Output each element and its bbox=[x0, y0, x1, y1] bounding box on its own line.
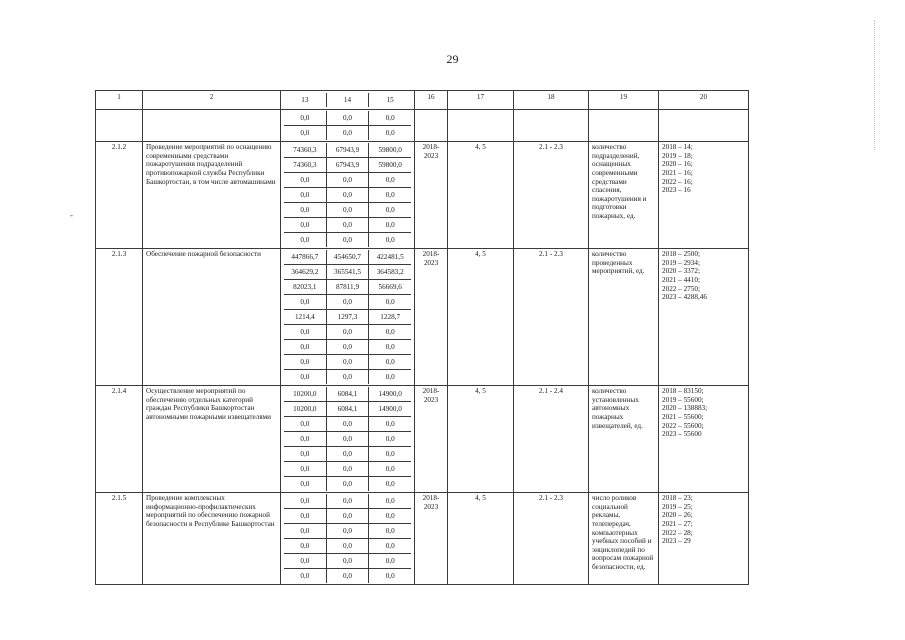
target-values-cell bbox=[659, 249, 749, 386]
financing-value: 0,0 bbox=[284, 524, 327, 538]
target-value: 2020 – 138883; bbox=[662, 404, 708, 413]
code-cell: 2.1.5 bbox=[96, 493, 143, 585]
financing-value: 0,0 bbox=[327, 355, 370, 369]
financing-value: 0,0 bbox=[327, 477, 370, 491]
table-row bbox=[96, 249, 850, 386]
header-cell-17: 17 bbox=[448, 91, 514, 110]
continuation-row bbox=[96, 110, 850, 142]
financing-value: 0,0 bbox=[385, 343, 395, 351]
financing-value: 0,0 bbox=[284, 370, 327, 384]
financing-value: 0,0 bbox=[385, 236, 395, 244]
col18-cell: 2.1 - 2.3 bbox=[514, 249, 589, 386]
financing-value: 0,0 bbox=[284, 494, 327, 508]
empty-cell bbox=[589, 110, 659, 142]
financing-value: 67943,9 bbox=[327, 143, 370, 157]
financing-row bbox=[284, 173, 411, 188]
indicator-cell: количество проведенных мероприятий, ед. bbox=[589, 249, 659, 386]
financing-value: 0,0 bbox=[385, 557, 395, 565]
financing-row bbox=[284, 143, 411, 158]
target-value: 2022 – 28; bbox=[662, 528, 693, 537]
financing-row bbox=[284, 432, 411, 447]
financing-value: 74360,3 bbox=[284, 143, 327, 157]
indicator-cell: количество подразделений, оснащенных современными средствами спасения, пожаротушения и подготовки пожарных, ед. bbox=[589, 142, 659, 249]
financing-row bbox=[284, 218, 411, 233]
financing-row bbox=[284, 370, 411, 384]
financing-row bbox=[284, 417, 411, 432]
financing-value: 67943,9 bbox=[327, 158, 370, 172]
target-value: 2018 – 14; bbox=[662, 143, 693, 151]
target-value: 2023 – 16 bbox=[662, 186, 691, 195]
col17-cell: 4, 5 bbox=[448, 249, 514, 386]
target-value: 2022 – 55600; bbox=[662, 421, 704, 430]
financing-row bbox=[284, 387, 411, 402]
financing-value: 0,0 bbox=[327, 432, 370, 446]
financing-row bbox=[284, 569, 411, 583]
financing-value: 10200,0 bbox=[284, 402, 327, 416]
name-cell: Проведение комплексных информационно-профилактических мероприятий по обеспечению пожарной безопасности в Республике Башкортостан bbox=[143, 493, 281, 585]
target-value: 2023 – 55600 bbox=[662, 430, 702, 439]
financing-value: 0,0 bbox=[385, 542, 395, 550]
header-cell-2: 2 bbox=[143, 91, 281, 110]
financing-row bbox=[284, 509, 411, 524]
financing-value: 0,0 bbox=[284, 509, 327, 523]
financing-row bbox=[284, 524, 411, 539]
financing-value: 0,0 bbox=[385, 527, 395, 535]
financing-row bbox=[284, 158, 411, 173]
target-values-cell bbox=[659, 386, 749, 493]
financing-value: 0,0 bbox=[385, 221, 395, 229]
financing-value: 1214,4 bbox=[284, 310, 327, 324]
financing-row bbox=[284, 494, 411, 509]
financing-row bbox=[284, 340, 411, 355]
header-row bbox=[96, 91, 850, 110]
target-value: 2018 – 23; bbox=[662, 494, 693, 502]
financing-row bbox=[284, 447, 411, 462]
financing-value: 87811,9 bbox=[327, 280, 370, 294]
financing-value: 0,0 bbox=[385, 572, 395, 580]
col18-cell: 2.1 - 2.3 bbox=[514, 142, 589, 249]
financing-value: 0,0 bbox=[327, 539, 370, 553]
financing-value: 0,0 bbox=[284, 111, 327, 125]
financing-value: 0,0 bbox=[385, 358, 395, 366]
financing-value: 1228,7 bbox=[380, 313, 401, 321]
empty-cell bbox=[659, 110, 749, 142]
financing-value: 447866,7 bbox=[284, 250, 327, 264]
table-row bbox=[96, 142, 850, 249]
financing-value: 56669,6 bbox=[378, 283, 402, 291]
table-row bbox=[96, 386, 850, 493]
financing-row bbox=[284, 233, 411, 247]
financing-value: 14900,0 bbox=[378, 390, 402, 398]
col17-cell: 4, 5 bbox=[448, 142, 514, 249]
target-value: 2023 – 29 bbox=[662, 537, 691, 546]
header-cell-14: 14 bbox=[327, 93, 370, 107]
financing-value: 0,0 bbox=[327, 494, 370, 508]
header-cell-19: 19 bbox=[589, 91, 659, 110]
financing-cell bbox=[281, 110, 415, 142]
financing-value: 59800,0 bbox=[378, 161, 402, 169]
financing-value: 0,0 bbox=[385, 435, 395, 443]
financing-value: 0,0 bbox=[327, 111, 370, 125]
financing-value: 0,0 bbox=[284, 432, 327, 446]
financing-value: 0,0 bbox=[284, 233, 327, 247]
target-value: 2021 – 16; bbox=[662, 168, 693, 177]
empty-cell bbox=[514, 110, 589, 142]
financing-row bbox=[284, 402, 411, 417]
header-cell-13: 13 bbox=[284, 93, 327, 107]
financing-value: 14900,0 bbox=[378, 405, 402, 413]
financing-value: 0,0 bbox=[385, 328, 395, 336]
empty-cell bbox=[448, 110, 514, 142]
financing-value: 0,0 bbox=[284, 477, 327, 491]
financing-value: 0,0 bbox=[327, 447, 370, 461]
financing-grid bbox=[284, 143, 411, 247]
code-cell: 2.1.4 bbox=[96, 386, 143, 493]
financing-value: 0,0 bbox=[284, 462, 327, 476]
financing-value: 0,0 bbox=[284, 355, 327, 369]
financing-row bbox=[284, 126, 411, 140]
financing-row bbox=[284, 310, 411, 325]
financing-value: 0,0 bbox=[385, 176, 395, 184]
name-cell: Осуществление мероприятий по обеспечению отдельных категорий граждан Республики Башкортостан автономными пожарными извещателями bbox=[143, 386, 281, 493]
target-value: 2019 – 55600; bbox=[662, 395, 704, 404]
financing-value: 0,0 bbox=[327, 188, 370, 202]
financing-value: 0,0 bbox=[327, 509, 370, 523]
header-cell-13-15 bbox=[281, 91, 415, 110]
financing-value: 6084,1 bbox=[327, 387, 370, 401]
financing-row bbox=[284, 265, 411, 280]
target-values-cell bbox=[659, 142, 749, 249]
financing-value: 0,0 bbox=[327, 203, 370, 217]
financing-value: 0,0 bbox=[284, 447, 327, 461]
target-value: 2020 – 26; bbox=[662, 511, 693, 520]
col17-cell: 4, 5 bbox=[448, 493, 514, 585]
financing-value: 0,0 bbox=[385, 114, 395, 122]
financing-value: 0,0 bbox=[327, 340, 370, 354]
name-cell bbox=[143, 110, 281, 142]
financing-value: 0,0 bbox=[327, 295, 370, 309]
col18-cell: 2.1 - 2.3 bbox=[514, 493, 589, 585]
financing-value: 0,0 bbox=[284, 173, 327, 187]
name-cell: Обеспечение пожарной безопасности bbox=[143, 249, 281, 386]
financing-value: 0,0 bbox=[284, 340, 327, 354]
financing-value: 0,0 bbox=[327, 462, 370, 476]
financing-value: 0,0 bbox=[284, 203, 327, 217]
financing-value: 365541,5 bbox=[327, 265, 370, 279]
financing-cell bbox=[281, 493, 415, 585]
code-cell bbox=[96, 110, 143, 142]
financing-grid bbox=[284, 250, 411, 384]
program-table bbox=[95, 90, 850, 585]
financing-grid bbox=[284, 111, 411, 140]
financing-row bbox=[284, 280, 411, 295]
target-value: 2022 – 2750; bbox=[662, 284, 700, 293]
financing-cell bbox=[281, 142, 415, 249]
financing-value: 0,0 bbox=[385, 450, 395, 458]
scan-margin-mark bbox=[874, 20, 877, 150]
financing-row bbox=[284, 188, 411, 203]
financing-value: 0,0 bbox=[385, 480, 395, 488]
financing-cell bbox=[281, 249, 415, 386]
financing-value: 0,0 bbox=[284, 325, 327, 339]
period-cell: 2018-2023 bbox=[415, 142, 448, 249]
financing-value: 0,0 bbox=[327, 173, 370, 187]
target-value: 2018 – 2500; bbox=[662, 250, 700, 258]
financing-row bbox=[284, 325, 411, 340]
financing-value: 0,0 bbox=[284, 295, 327, 309]
financing-row bbox=[284, 554, 411, 569]
financing-grid bbox=[284, 387, 411, 491]
target-values-cell bbox=[659, 493, 749, 585]
indicator-cell: число роликов социальной рекламы, телепередач, компьютерных учебных пособий и энциклопедий по вопросам пожарной безопасности, ед. bbox=[589, 493, 659, 585]
financing-value: 0,0 bbox=[385, 373, 395, 381]
financing-value: 0,0 bbox=[284, 539, 327, 553]
financing-value: 0,0 bbox=[327, 218, 370, 232]
financing-value: 0,0 bbox=[385, 129, 395, 137]
target-value: 2019 – 18; bbox=[662, 151, 693, 160]
financing-value: 74360,3 bbox=[284, 158, 327, 172]
code-cell: 2.1.3 bbox=[96, 249, 143, 386]
header-cell-1: 1 bbox=[96, 91, 143, 110]
financing-value: 10200,0 bbox=[284, 387, 327, 401]
col17-cell: 4, 5 bbox=[448, 386, 514, 493]
target-value: 2022 – 16; bbox=[662, 177, 693, 186]
financing-value: 364583,2 bbox=[376, 268, 404, 276]
financing-value: 0,0 bbox=[385, 420, 395, 428]
financing-value: 0,0 bbox=[327, 554, 370, 568]
financing-value: 0,0 bbox=[385, 191, 395, 199]
financing-value: 0,0 bbox=[385, 206, 395, 214]
table-row bbox=[96, 493, 850, 585]
target-value: 2021 – 27; bbox=[662, 519, 693, 528]
financing-row bbox=[284, 111, 411, 126]
period-cell: 2018-2023 bbox=[415, 249, 448, 386]
target-value: 2019 – 2934; bbox=[662, 258, 700, 267]
header-cell-18: 18 bbox=[514, 91, 589, 110]
header-cell-20: 20 bbox=[659, 91, 749, 110]
financing-value: 0,0 bbox=[327, 524, 370, 538]
indicator-cell: количество установленных автономных пожарных извещателей, ед. bbox=[589, 386, 659, 493]
table-body bbox=[96, 91, 850, 585]
period-cell: 2018-2023 bbox=[415, 386, 448, 493]
financing-value: 0,0 bbox=[284, 188, 327, 202]
financing-value: 59800,0 bbox=[378, 146, 402, 154]
financing-value: 0,0 bbox=[385, 465, 395, 473]
financing-value: 0,0 bbox=[284, 218, 327, 232]
financing-row bbox=[284, 477, 411, 491]
financing-value: 0,0 bbox=[284, 569, 327, 583]
financing-row bbox=[284, 295, 411, 310]
target-value: 2019 – 25; bbox=[662, 502, 693, 511]
financing-value: 0,0 bbox=[284, 554, 327, 568]
financing-value: 82023,1 bbox=[284, 280, 327, 294]
financing-value: 0,0 bbox=[327, 126, 370, 140]
header-cell-15: 15 bbox=[386, 96, 394, 104]
financing-value: 0,0 bbox=[385, 298, 395, 306]
financing-value: 1297,3 bbox=[327, 310, 370, 324]
financing-value: 422481,5 bbox=[376, 253, 404, 261]
period-cell: 2018-2023 bbox=[415, 493, 448, 585]
financing-value: 0,0 bbox=[385, 497, 395, 505]
financing-cell bbox=[281, 386, 415, 493]
code-cell: 2.1.2 bbox=[96, 142, 143, 249]
financing-value: 0,0 bbox=[284, 417, 327, 431]
financing-value: 0,0 bbox=[327, 325, 370, 339]
header-cell-16: 16 bbox=[415, 91, 448, 110]
financing-row bbox=[284, 203, 411, 218]
target-value: 2021 – 4410; bbox=[662, 275, 700, 284]
page-number: 29 bbox=[446, 52, 459, 66]
target-value: 2023 – 4288,46 bbox=[662, 293, 707, 302]
financing-value: 0,0 bbox=[284, 126, 327, 140]
financing-value: 0,0 bbox=[385, 512, 395, 520]
empty-cell bbox=[415, 110, 448, 142]
financing-row bbox=[284, 462, 411, 477]
financing-value: 0,0 bbox=[327, 417, 370, 431]
financing-row bbox=[284, 539, 411, 554]
financing-grid bbox=[284, 494, 411, 583]
financing-value: 0,0 bbox=[327, 370, 370, 384]
financing-value: 454650,7 bbox=[327, 250, 370, 264]
target-value: 2018 – 83150; bbox=[662, 387, 704, 395]
target-value: 2020 – 16; bbox=[662, 160, 693, 169]
financing-row bbox=[284, 250, 411, 265]
financing-value: 364629,2 bbox=[284, 265, 327, 279]
scan-speck: - bbox=[70, 210, 73, 220]
target-value: 2020 – 3372; bbox=[662, 267, 700, 276]
col18-cell: 2.1 - 2.4 bbox=[514, 386, 589, 493]
financing-value: 6084,1 bbox=[327, 402, 370, 416]
target-value: 2021 – 55600; bbox=[662, 412, 704, 421]
financing-value: 0,0 bbox=[327, 569, 370, 583]
financing-value: 0,0 bbox=[327, 233, 370, 247]
financing-row bbox=[284, 355, 411, 370]
name-cell: Проведение мероприятий по оснащению современными средствами пожаротушения подразделений противопожарной службы Республики Башкортостан, в том числе автомашинами bbox=[143, 142, 281, 249]
